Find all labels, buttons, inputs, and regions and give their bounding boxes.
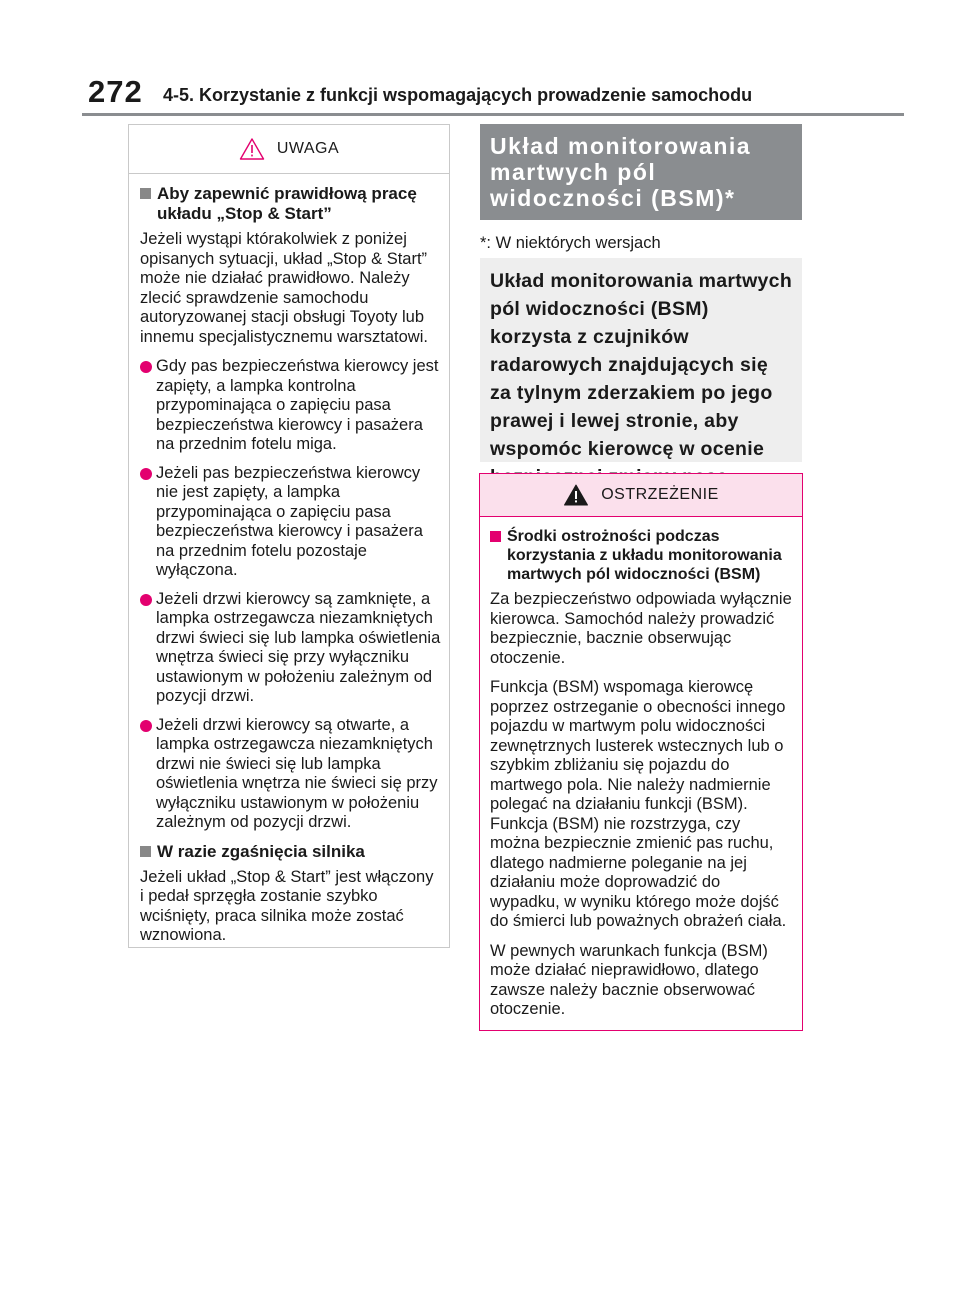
caution-section-heading <box>140 842 441 862</box>
bullet-dot-icon <box>140 720 152 732</box>
section-square-icon <box>140 188 151 199</box>
warning-paragraph: Za bezpieczeństwo odpowiada wyłącznie kierowca. Samochód należy prowadzić bezpiecznie, bacznie obserwując otoczenie. <box>490 590 792 667</box>
warning-content <box>480 517 802 1020</box>
caution-section2-title: W razie zgaśnięcia silnika <box>157 841 365 861</box>
list-item <box>140 464 441 581</box>
list-item <box>140 716 441 833</box>
caution-title: UWAGA <box>276 140 340 157</box>
section-square-icon <box>490 531 501 542</box>
caution-section1-intro: Jeżeli wystąpi którakolwiek z poniżej opisanych sytuacji, układ „Stop & Start” może nie działać prawidłowo. Należy zlecić sprawdzenie samochodu autoryzowanej stacji obsługi Toyoty lub innemu specjalistycznemu warsztatowi. <box>140 230 428 346</box>
caution-section1-title: Aby zapewnić prawidłową pracę układu „Stop & Start” <box>157 184 417 223</box>
caution-header <box>129 125 449 174</box>
caution-section-heading <box>140 184 441 224</box>
section-square-icon <box>140 846 151 857</box>
warning-header <box>480 474 802 517</box>
caution-box <box>128 124 450 948</box>
list-item-text: Jeżeli drzwi kierowcy są otwarte, a lampka ostrzegawcza niezamkniętych drzwi nie świeci się lub lampka oświetlenia wnętrza nie świeci się przy wyłączniku ustawionym w położeniu zależnym od pozycji drzwi. <box>156 715 438 831</box>
warning-title: OSTRZEŻENIE <box>601 486 719 503</box>
warning-section-heading <box>490 527 794 584</box>
list-item-text: Jeżeli pas bezpieczeństwa kierowcy nie jest zapięty, a lampka przypominająca o zapięciu pasa bezpieczeństwa kierowcy i pasażera na przednim fotelu pozostaje wyłączona. <box>156 463 423 579</box>
page-number: 272 <box>88 74 143 109</box>
warning-paragraph: Funkcja (BSM) wspomaga kierowcę poprzez ostrzeganie o obecności innego pojazdu w martwym polu widoczności zewnętrznych lusterek wstecznych lub o szybkim zbliżaniu się pojazdu do martwego pola. Nie należy nadmiernie polegać na działaniu funkcji (BSM). Funkcja (BSM) nie rozstrzyga, czy można bezpiecznie zmienić pas ruchu, dlatego nadmierne poleganie na jej działaniu może doprowadzić do wypadku, w wyniku którego może dojść do śmierci lub poważnych obrażeń ciała. <box>490 678 787 930</box>
page-header <box>0 0 960 120</box>
header-divider <box>82 113 904 116</box>
caution-triangle-icon <box>239 137 265 161</box>
bsm-intro: Układ monitorowania martwych pól widoczności (BSM) korzysta z czujników radarowych znajdujących się za tylnym zderzakiem po jego prawej i lewej stronie, aby wspomóc kierowcę w ocenie <box>480 258 802 462</box>
warning-section-title: Środki ostrożności podczas korzystania z układu monitorowania martwych pól widoczności (BSM) <box>507 528 782 583</box>
warning-triangle-icon <box>563 483 589 507</box>
bullet-dot-icon <box>140 361 152 373</box>
caution-content <box>129 174 449 946</box>
warning-paragraph: W pewnych warunkach funkcja (BSM) może działać nieprawidłowo, dlatego zawsze należy bacznie obserwować otoczenie. <box>490 941 768 1018</box>
bsm-section-heading: Układ monitorowania martwych pól widoczności (BSM)* <box>480 124 802 220</box>
list-item <box>140 590 441 707</box>
chapter-title: 4-5. Korzystanie z funkcji wspomagających prowadzenie samochodu <box>163 85 753 105</box>
list-item-text: Jeżeli drzwi kierowcy są zamknięte, a lampka ostrzegawcza niezamkniętych drzwi świeci się lub lampka oświetlenia wnętrza świeci się przy wyłączniku ustawionym w położeniu zależnym od pozycji drzwi. <box>156 589 441 705</box>
footnote: *: W niektórych wersjach <box>480 234 661 252</box>
bullet-dot-icon <box>140 468 152 480</box>
list-item <box>140 357 441 455</box>
list-item-text: Gdy pas bezpieczeństwa kierowcy jest zapięty, a lampka kontrolna przypominająca o zapięciu pasa bezpieczeństwa kierowcy i pasażera na przednim fotelu miga. <box>156 357 439 453</box>
bullet-dot-icon <box>140 594 152 606</box>
warning-box <box>479 473 803 1031</box>
caution-section2-text: Jeżeli układ „Stop & Start” jest włączony i pedał sprzęgła zostanie szybko wciśnięty, praca silnika może zostać wznowiona. <box>140 867 434 944</box>
